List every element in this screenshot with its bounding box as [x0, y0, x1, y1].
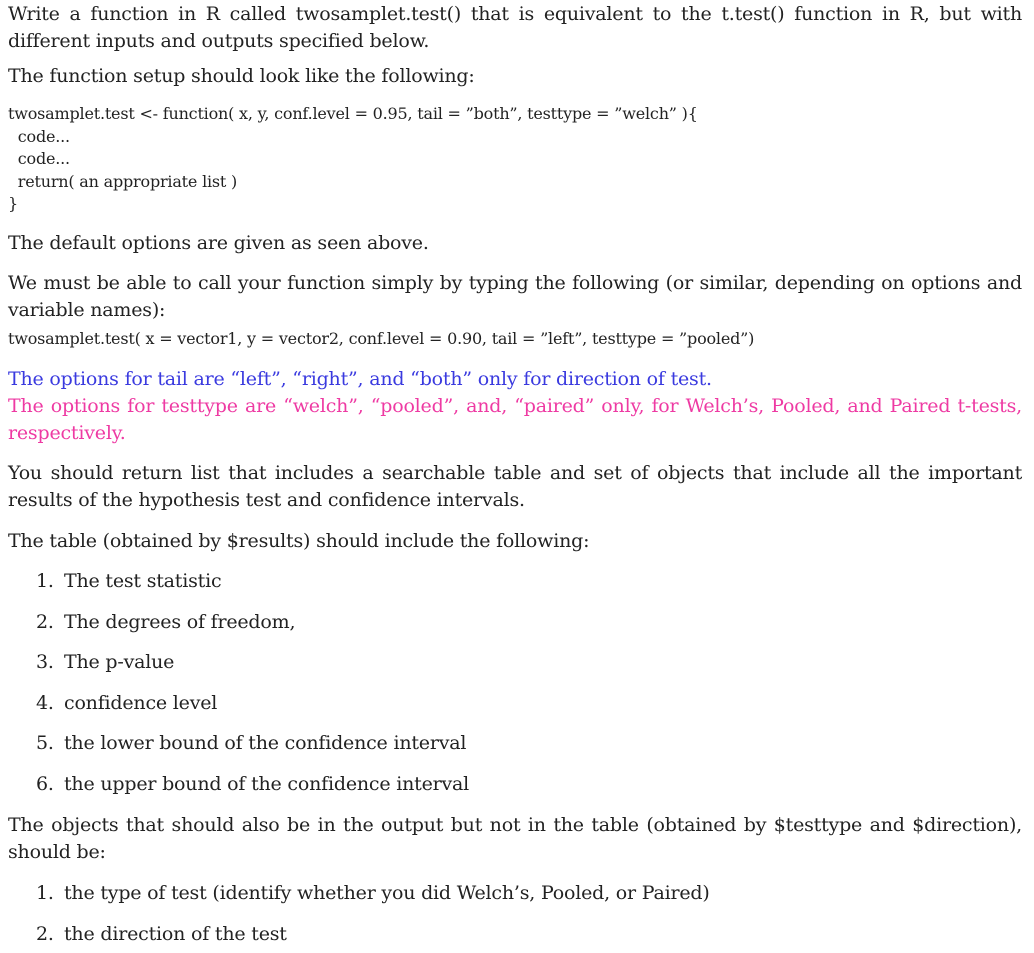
list-number: 2. [36, 610, 54, 633]
code-block [8, 103, 1022, 216]
list-number: 6. [36, 772, 54, 795]
tail-options-note: The options for tail are “left”, “right”, and “both” only for direction of test. [8, 368, 712, 390]
return-note: You should return list that includes a searchable table and set of objects that include all the important results of the hypothesis test and confidence intervals. [8, 462, 1022, 511]
list-item [36, 921, 1016, 948]
list-text: the upper bound of the confidence interval [64, 772, 470, 795]
list-item [36, 880, 1016, 907]
list-number: 5. [36, 732, 54, 754]
list-number: 4. [36, 691, 54, 714]
list-text: confidence level [64, 691, 218, 714]
code-line-1: twosamplet.test <- function( x, y, conf.level = 0.95, tail = ”both”, testtype = ”welch” ){ [8, 104, 698, 123]
testtype-options-note: The options for testtype are “welch”, “pooled”, and, “paired” only, for Welch’s, Pooled, and Paired t-tests, respectively. [8, 395, 1022, 444]
list-text: the type of test (identify whether you did Welch’s, Pooled, or Paired) [64, 882, 710, 904]
list-item [36, 568, 1016, 595]
list-item [36, 730, 1016, 757]
list-text: the direction of the test [64, 923, 287, 945]
code-line-2: code... [8, 126, 70, 146]
list-item [36, 690, 1016, 717]
call-example: twosamplet.test( x = vector1, y = vector2, conf.level = 0.90, tail = ”left”, testtype = ”pooled”) [8, 329, 755, 348]
list-item [36, 649, 1016, 676]
intro-paragraph: Write a function in R called twosamplet.test() that is equivalent to the t.test() function in R, but with different inputs and outputs specified below. [8, 3, 1022, 52]
list-number: 3. [36, 651, 54, 673]
list-item [36, 609, 1016, 636]
list-item [36, 771, 1016, 798]
list-text: The degrees of freedom, [64, 610, 296, 633]
list-number: 2. [36, 923, 54, 945]
code-line-5: } [8, 194, 18, 213]
call-note: We must be able to call your function simply by typing the following (or similar, depending on options and variable names): [8, 272, 1022, 321]
table-items-list [8, 568, 1016, 798]
list-text: the lower bound of the confidence interval [64, 732, 467, 754]
list-text: The test statistic [64, 570, 222, 592]
code-line-3: code... [8, 149, 70, 168]
list-text: The p-value [64, 651, 175, 673]
list-number: 1. [36, 882, 54, 904]
setup-heading: The function setup should look like the following: [8, 65, 475, 87]
code-line-4: return( an appropriate list ) [8, 171, 238, 191]
object-items-list [8, 880, 1016, 948]
objects-heading: The objects that should also be in the output but not in the table (obtained by $testtype and $direction), should be: [8, 814, 1022, 863]
defaults-note: The default options are given as seen above. [8, 232, 429, 254]
table-heading: The table (obtained by $results) should include the following: [8, 530, 590, 552]
list-number: 1. [36, 570, 54, 592]
